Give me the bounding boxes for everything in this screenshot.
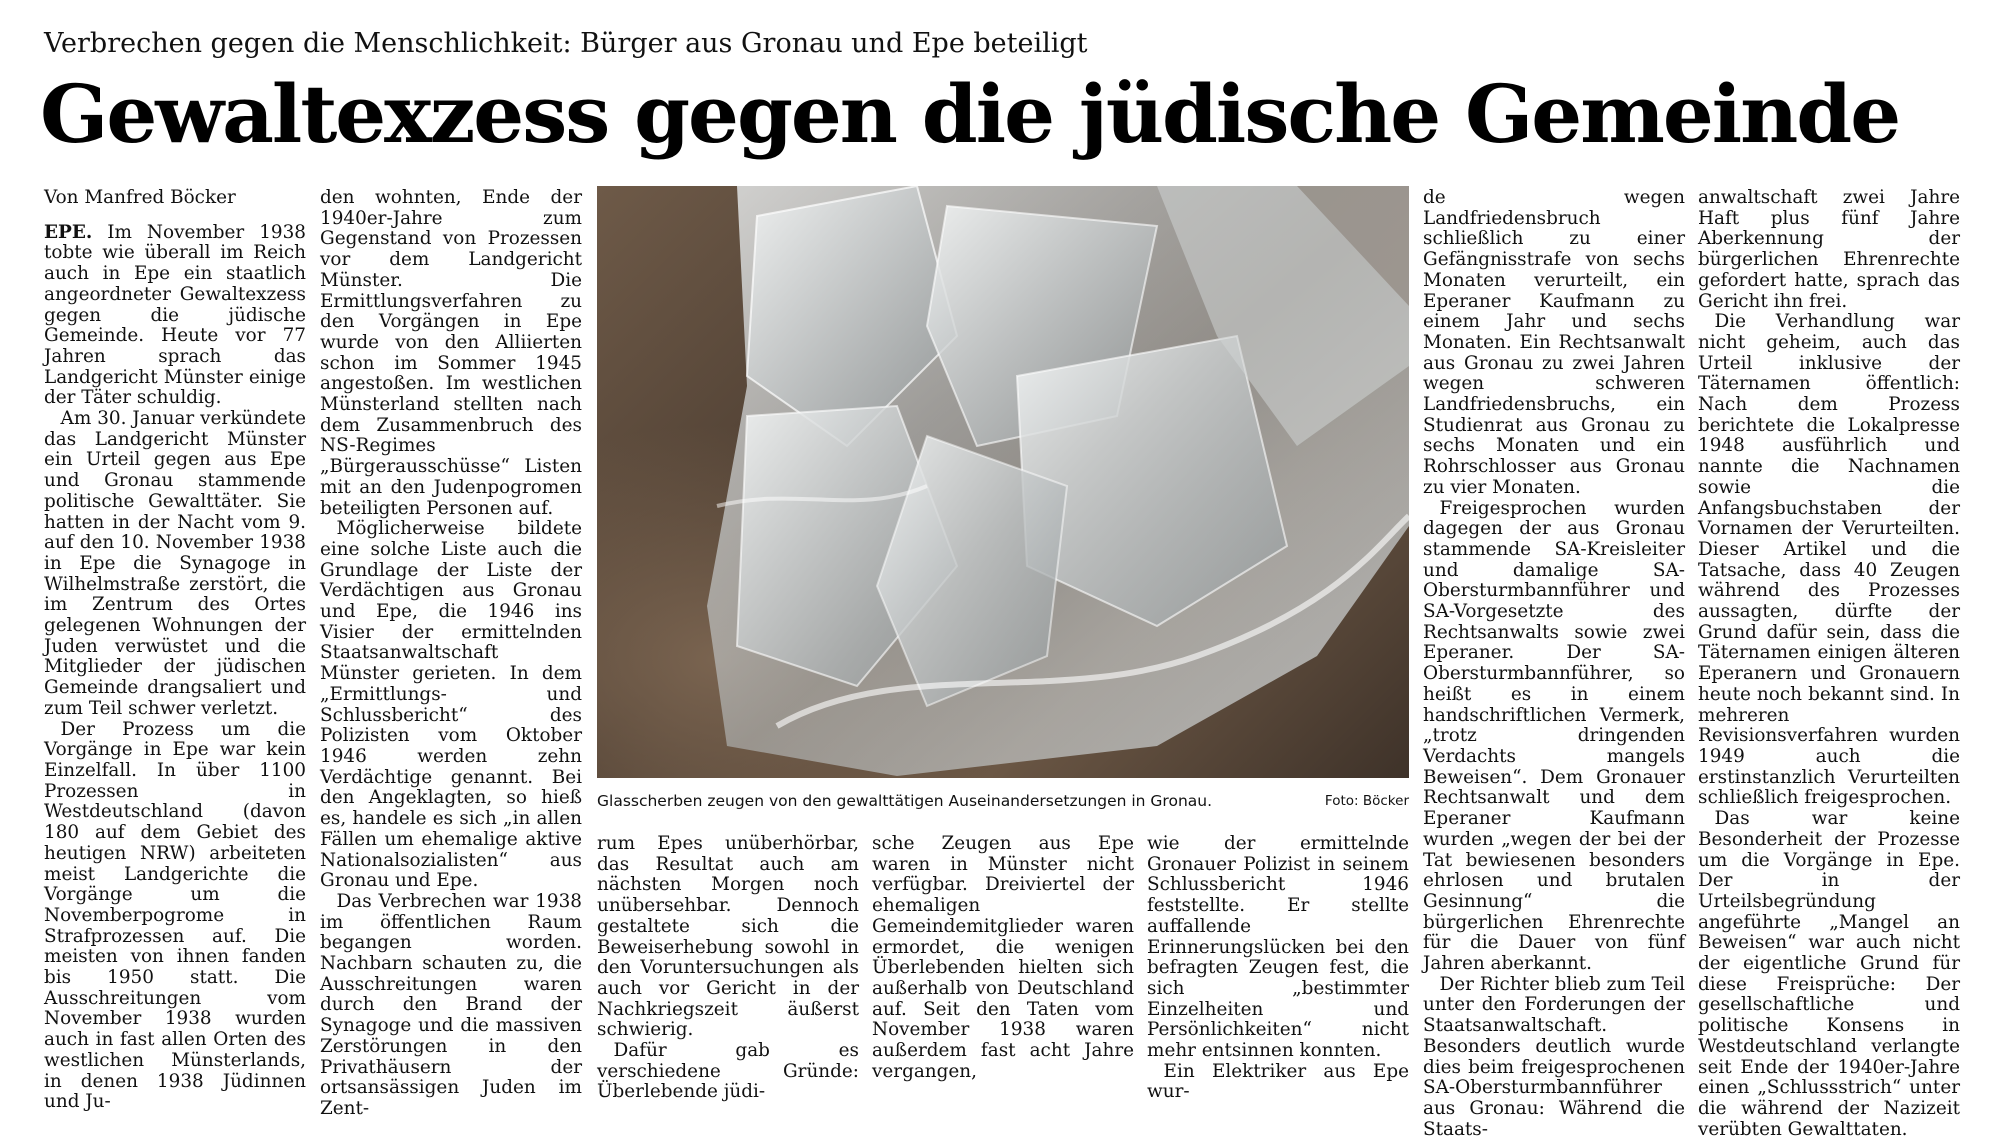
- paragraph: Der Prozess um die Vorgänge in Epe war kein Einzelfall. In über 1100 Prozessen in Westdeutschland (davon 180 auf dem Gebiet des heutigen NRW) arbeiteten meist Landgerichte die Vorgänge um die Novemberpogrome in Strafprozessen auf. Die meisten von ihnen fanden bis 1950 statt. Die Ausschreitungen vom November 1938 wurden auch in fast allen Orten des westlichen Münsterlands, in denen 1938 Jüdinnen und Ju-: [44, 718, 306, 1113]
- article-column-5: [1147, 834, 1409, 1103]
- paragraph-text: Im November 1938 tobte wie überall im Reich auch in Epe ein staatlich angeordneter Gewaltexzess gegen die jüdische Gemeinde. Heute vor 77 Jahren sprach das Landgericht Münster einige der Täter schuldig.: [44, 221, 306, 409]
- paragraph: anwaltschaft zwei Jahre Haft plus fünf Jahre Aberkennung der bürgerlichen Ehrenrechte gefordert hatte, sprach das Gericht ihn frei.: [1698, 187, 1960, 312]
- article-column-2: [320, 188, 582, 1120]
- paragraph: Das Verbrechen war 1938 im öffentlichen Raum begangen worden. Nachbarn schauten zu, die Ausschreitungen waren durch den Brand der Synagoge und die massiven Zerstörungen in den Privathäusern der ortsansässigen Juden im Zent-: [320, 890, 582, 1119]
- photo-caption: [597, 790, 1409, 812]
- paragraph: Dafür gab es verschiedene Gründe: Überlebende jüdi-: [597, 1040, 859, 1103]
- article-column-1: [44, 188, 306, 1113]
- glass-shards-illustration: [597, 186, 1409, 778]
- caption-text: Glasscherben zeugen von den gewalttätigen Auseinandersetzungen in Gronau.: [597, 792, 1213, 810]
- paragraph: Am 30. Januar verkündete das Landgericht Münster ein Urteil gegen aus Epe und Gronau stammende politische Gewalttäter. Sie hatten in der Nacht vom 9. auf den 10. November 1938 in Epe die Synagoge in Wilhelmstraße zerstört, die im Zentrum des Ortes gelegenen Wohnungen der Juden verwüstet und die Mitglieder der jüdischen Gemeinde drangsaliert und zum Teil schwer verletzt.: [44, 408, 306, 719]
- kicker: Verbrechen gegen die Menschlichkeit: Bürger aus Gronau und Epe beteiligt: [44, 28, 1088, 59]
- paragraph: Das war keine Besonderheit der Prozesse um die Vorgänge in Epe. Der in der Urteilsbegründung angeführte „Mangel an Beweisen“ war auch nicht der eigentliche Grund für diese Freisprüche: Der gesellschaftliche und politische Konsens in Westdeutschland verlangte seit Ende der 1940er-Jahre einen „Schlussstrich“ unter die während der Nazizeit verübten Gewalttaten.: [1698, 808, 1960, 1140]
- photo-credit: Foto: Böcker: [1324, 793, 1409, 809]
- article-column-3: [597, 834, 859, 1103]
- paragraph: rum Epes unüberhörbar, das Resultat auch am nächsten Morgen noch unübersehbar. Dennoch gestaltete sich die Beweiserhebung sowohl in den Voruntersuchungen als auch vor Gericht in der Nachkriegszeit äußerst schwierig.: [597, 833, 859, 1041]
- paragraph: Ein Elektriker aus Epe wur-: [1147, 1060, 1409, 1103]
- paragraph: [44, 223, 306, 409]
- article-column-7: [1698, 188, 1960, 1140]
- photo-glass-shards: [597, 186, 1409, 778]
- paragraph: den wohnten, Ende der 1940er-Jahre zum Gegenstand von Prozessen vor dem Landgericht Münster. Die Ermittlungsverfahren zu den Vorgängen in Epe wurde von den Alliierten schon im Sommer 1945 angestoßen. Im westlichen Münsterland stellten nach dem Zusammenbruch des NS-Regimes „Bürgerausschüsse“ Listen mit an den Judenpogromen beteiligten Personen auf.: [320, 187, 582, 519]
- paragraph: sche Zeugen aus Epe waren in Münster nicht verfügbar. Dreiviertel der ehemaligen Gemeindemitglieder waren ermordet, die wenigen Überlebenden hielten sich außerhalb von Deutschland auf. Seit den Taten vom November 1938 waren außerdem fast acht Jahre vergangen,: [872, 833, 1134, 1082]
- paragraph: de wegen Landfriedensbruch schließlich zu einer Gefängnisstrafe von sechs Monaten verurteilt, ein Eperaner Kaufmann zu einem Jahr und sechs Monaten. Ein Rechtsanwalt aus Gronau zu zwei Jahren wegen schweren Landfriedensbruchs, ein Studienrat aus Gronau zu sechs Monaten und ein Rohrschlosser aus Gronau zu vier Monaten.: [1423, 187, 1685, 498]
- paragraph: Freigesprochen wurden dagegen der aus Gronau stammende SA-Kreisleiter und damalige SA-Obersturmbannführer und SA-Vorgesetzte des Rechtsanwalts sowie zwei Eperaner. Der SA-Obersturmbannführer, so heißt es in einem handschriftlichen Vermerk, „trotz dringenden Verdachts mangels Beweisen“. Dem Gronauer Rechtsanwalt und dem Eperaner Kaufmann wurden „wegen der bei der Tat bewiesenen besonders ehrlosen und brutalen Gesinnung“ die bürgerlichen Ehrenrechte für die Dauer von fünf Jahren aberkannt.: [1423, 497, 1685, 975]
- paragraph: wie der ermittelnde Gronauer Polizist in seinem Schlussbericht 1946 feststellte. Er stellte auffallende Erinnerungslücken bei den befragten Zeugen fest, die sich „bestimmter Einzelheiten und Persönlichkeiten“ nicht mehr entsinnen konnten.: [1147, 833, 1409, 1062]
- byline: Von Manfred Böcker: [44, 187, 236, 208]
- paragraph: Die Verhandlung war nicht geheim, auch das Urteil inklusive der Täternamen öffentlich: Nach dem Prozess berichtete die Lokalpresse 1948 ausführlich und nannte die Nachnamen sowie die Anfangsbuchstaben der Vornamen der Verurteilten. Dieser Artikel und die Tatsache, dass 40 Zeugen während des Prozesses aussagten, dürfte der Grund dafür sein, dass die Täternamen einigen älteren Eperanern und Gronauern heute noch bekannt sind. In mehreren Revisionsverfahren wurden 1949 auch die erstinstanzlich Verurteilten schließlich freigesprochen.: [1698, 311, 1960, 809]
- paragraph: Möglicherweise bildete eine solche Liste auch die Grundlage der Liste der Verdächtigen aus Gronau und Epe, die 1946 ins Visier der ermittelnden Staatsanwaltschaft Münster gerieten. In dem „Ermittlungs- und Schlussbericht“ des Polizisten vom Oktober 1946 werden zehn Verdächtige genannt. Bei den Angeklagten, so hieß es, handele es sich „in allen Fällen um ehemalige aktive Nationalsozialisten“ aus Gronau und Epe.: [320, 518, 582, 892]
- headline: Gewaltexzess gegen die jüdische Gemeinde: [40, 67, 1900, 161]
- paragraph: Der Richter blieb zum Teil unter den Forderungen der Staatsanwaltschaft. Besonders deutlich wurde dies beim freigesprochenen SA-Obersturmbannführer aus Gronau: Während die Staats-: [1423, 973, 1685, 1140]
- dateline: EPE.: [44, 221, 93, 243]
- article-column-4: [872, 834, 1134, 1082]
- article-column-6: [1423, 188, 1685, 1140]
